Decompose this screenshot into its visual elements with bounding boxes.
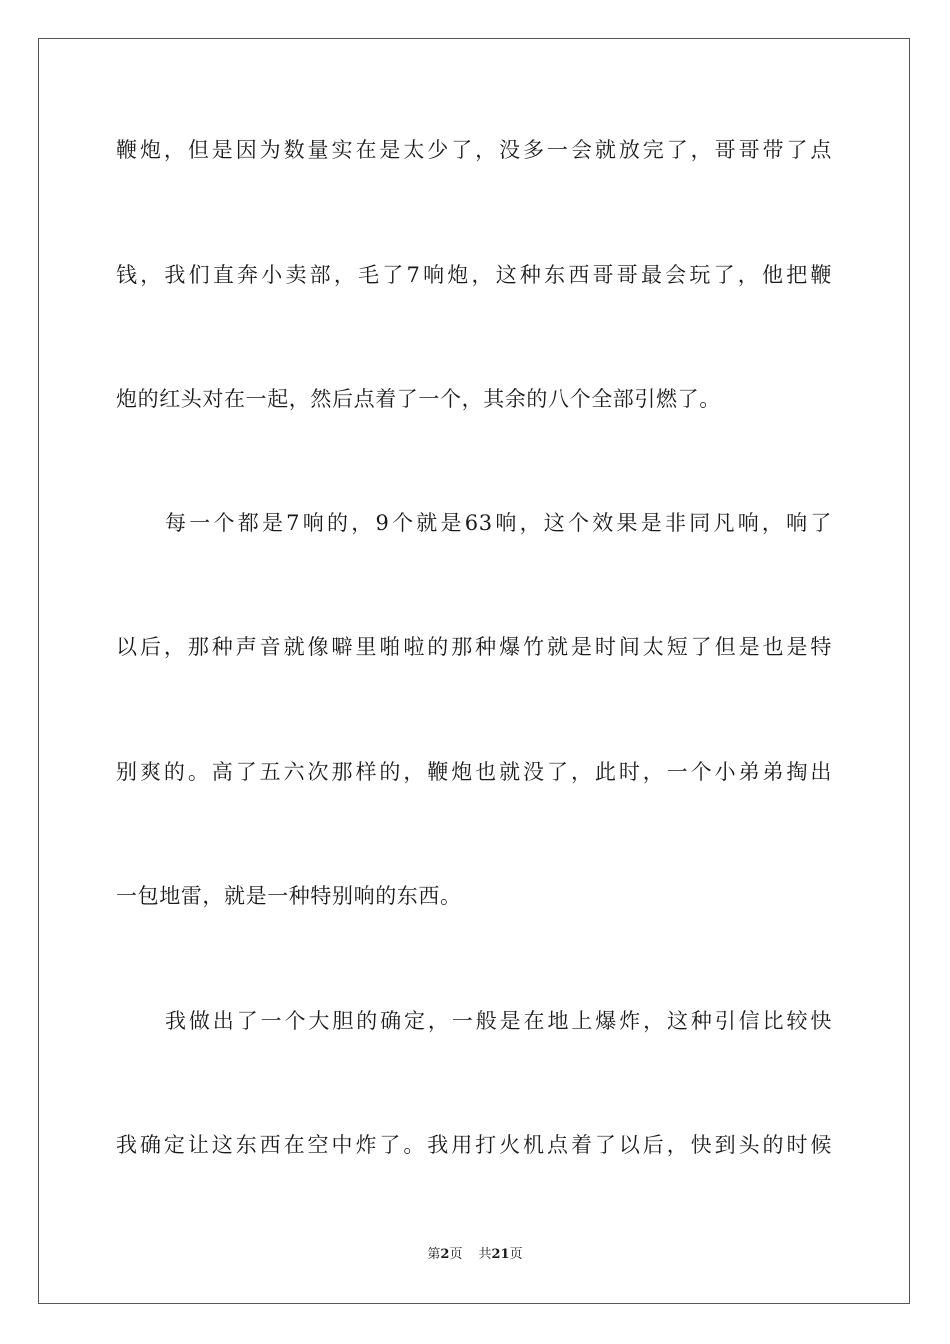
text-line-5: 以后，那种声音就像噼里啪啦的那种爆竹就是时间太短了但是也是特 [116, 635, 832, 659]
text-line-6: 别爽的。高了五六次那样的，鞭炮也就没了，此时，一个小弟弟掏出 [116, 760, 832, 784]
page-suffix: 页 [449, 1247, 463, 1262]
text-line-1: 鞭炮，但是因为数量实在是太少了，没多一会就放完了，哥哥带了点 [116, 138, 832, 162]
text-line-2: 钱，我们直奔小卖部，毛了7响炮，这种东西哥哥最会玩了，他把鞭 [116, 263, 832, 287]
text-line-3: 炮的红头对在一起，然后点着了一个，其余的八个全部引燃了。 [116, 387, 721, 411]
text-line-4: 每一个都是7响的，9个就是63响，这个效果是非同凡响，响了 [165, 511, 832, 535]
total-pages: 21 [491, 1247, 510, 1262]
page-footer [0, 1246, 950, 1264]
page-number: 2 [440, 1247, 450, 1262]
text-line-9: 我确定让这东西在空中炸了。我用打火机点着了以后，快到头的时候 [116, 1133, 832, 1157]
page-prefix: 第 [427, 1247, 441, 1262]
text-line-7: 一包地雷，就是一种特别响的东西。 [116, 884, 462, 908]
text-line-8: 我做出了一个大胆的确定，一般是在地上爆炸，这种引信比较快 [165, 1009, 832, 1033]
page-border [38, 38, 910, 1304]
total-suffix: 页 [509, 1247, 523, 1262]
total-prefix: 共 [478, 1247, 492, 1262]
